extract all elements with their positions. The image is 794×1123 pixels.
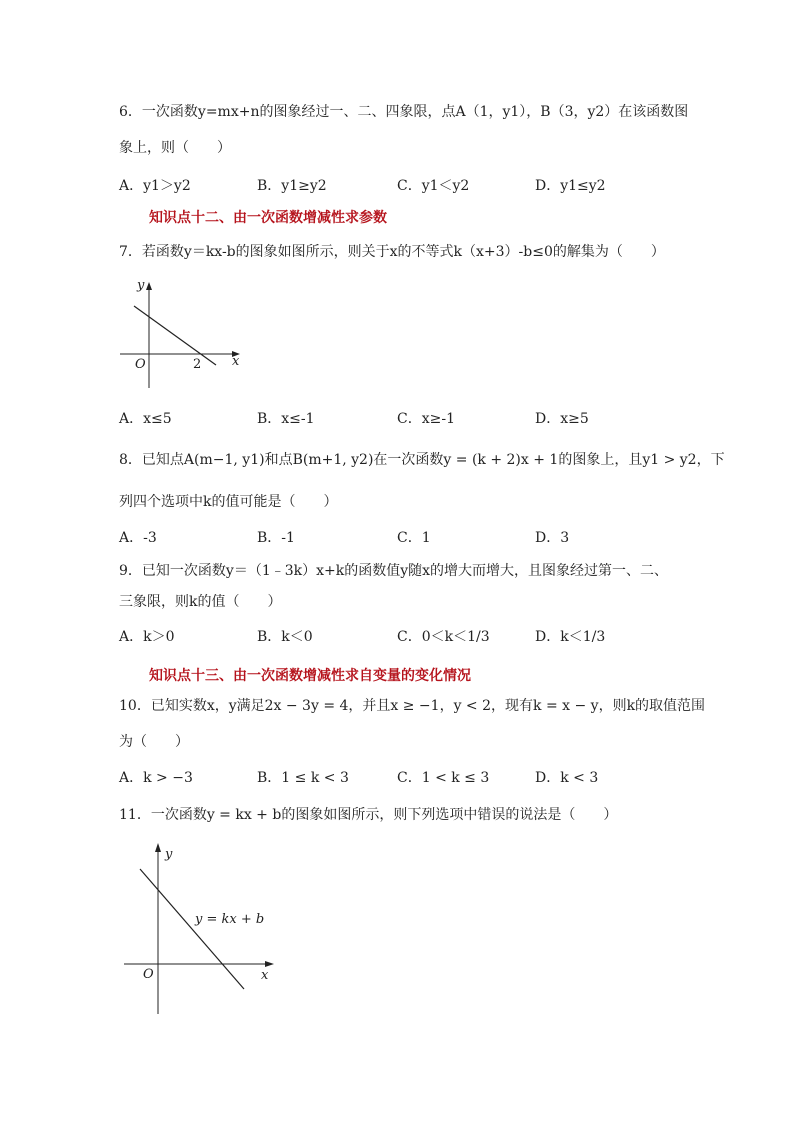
q8-option-c: C．1 <box>397 530 431 546</box>
q7-option-c: C．x≥-1 <box>397 411 455 427</box>
q7-option-d: D．x≥5 <box>535 411 589 427</box>
section-heading-12: 知识点十二、由一次函数增减性求参数 <box>149 210 387 226</box>
q10-option-b: B．1 ≤ k < 3 <box>257 770 349 786</box>
q6-option-d: D．y1≤y2 <box>535 178 606 194</box>
q9-option-d: D．k＜1/3 <box>535 629 606 645</box>
q10-option-d: D．k < 3 <box>535 770 599 786</box>
q11-stem: 11．一次函数y = kx + b的图象如图所示，则下列选项中错误的说法是（ ） <box>119 807 618 823</box>
q11-x-label: x <box>261 968 269 983</box>
q11-line-label: y = kx + b <box>195 912 265 927</box>
q6-stem-line1: 6．一次函数y=mx+n的图象经过一、二、四象限，点A（1，y1），B（3，y2）在该函数图 <box>119 104 689 120</box>
q9-option-b: B．k＜0 <box>257 629 313 645</box>
q7-option-b: B．x≤-1 <box>257 411 315 427</box>
q8-option-b: B．-1 <box>257 530 295 546</box>
q11-x-arrow <box>265 961 274 967</box>
q6-option-a: A．y1＞y2 <box>119 178 191 194</box>
q9-option-a: A．k＞0 <box>119 629 175 645</box>
q11-graph <box>120 838 285 1023</box>
q8-option-a: A．-3 <box>119 530 157 546</box>
q9-stem-line2: 三象限，则k的值（ ） <box>119 594 282 610</box>
q8-option-d: D．3 <box>535 530 570 546</box>
q7-y-arrow <box>146 282 152 290</box>
q10-stem-line2: 为（ ） <box>119 734 189 750</box>
q11-line <box>140 869 244 989</box>
q10-stem-line1: 10．已知实数x，y满足2x − 3y = 4，并且x ≥ −1，y < 2，现有k = x − y，则k的取值范围 <box>119 698 706 714</box>
q8-stem-line1: 8．已知点A(m−1, y1)和点B(m+1, y2)在一次函数y = (k + 2)x + 1的图象上，且y1 > y2，下 <box>119 452 725 468</box>
q6-stem-line2: 象上，则（ ） <box>119 140 231 156</box>
q11-origin-label: O <box>143 967 154 982</box>
q8-stem-line2: 列四个选项中k的值可能是（ ） <box>119 494 338 510</box>
q6-option-b: B．y1≥y2 <box>257 178 327 194</box>
q7-origin-label: O <box>135 357 146 372</box>
q9-option-c: C．0＜k＜1/3 <box>397 629 490 645</box>
q7-stem: 7．若函数y＝kx-b的图象如图所示，则关于x的不等式k（x+3）-b≤0的解集为（ ） <box>119 244 665 260</box>
q7-x-intercept-label: 2 <box>193 357 202 372</box>
q7-x-label: x <box>232 354 240 369</box>
q10-option-a: A．k > −3 <box>119 770 193 786</box>
q10-option-c: C．1 < k ≤ 3 <box>397 770 490 786</box>
q9-stem-line1: 9．已知一次函数y＝（1﹣3k）x+k的函数值y随x的增大而增大，且图象经过第一、二、 <box>119 563 669 579</box>
q7-graph <box>115 275 250 395</box>
q7-line <box>134 306 216 365</box>
q7-option-a: A．x≤5 <box>119 411 172 427</box>
section-heading-13: 知识点十三、由一次函数增减性求自变量的变化情况 <box>149 668 471 684</box>
q6-option-c: C．y1＜y2 <box>397 178 470 194</box>
q7-y-label: y <box>137 278 145 293</box>
q11-y-label: y <box>165 847 173 862</box>
q11-y-arrow <box>155 843 161 852</box>
